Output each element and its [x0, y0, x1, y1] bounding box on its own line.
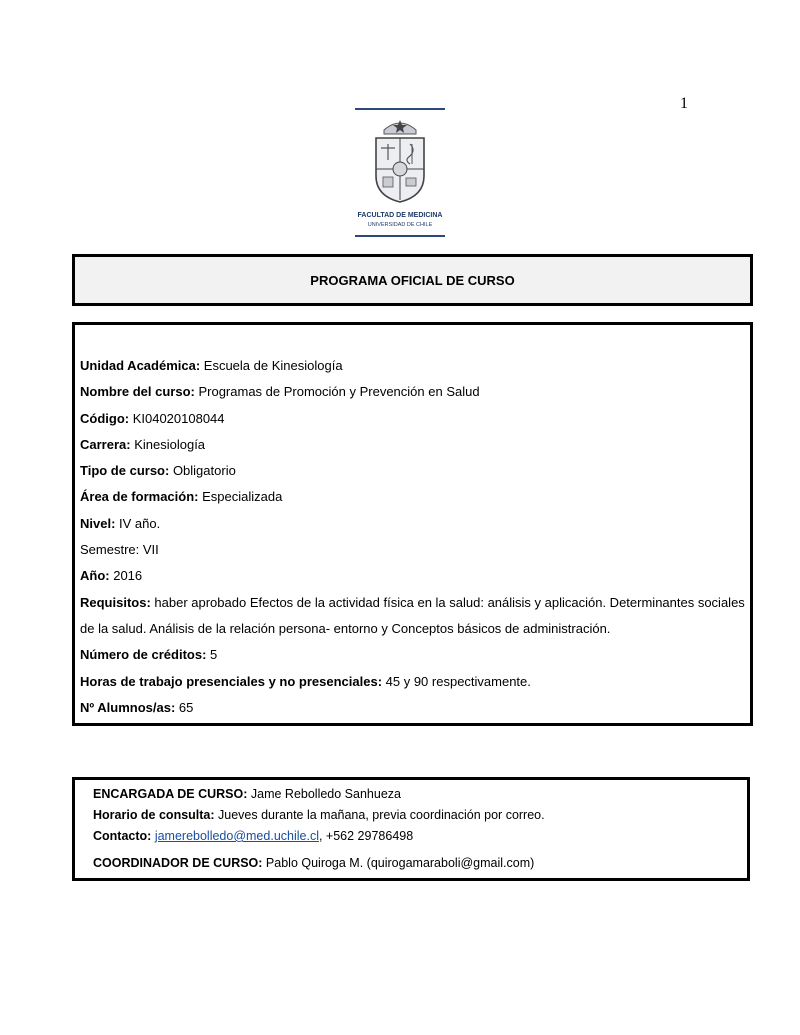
- info-row: [80, 379, 745, 405]
- logo-top-rule: [355, 108, 445, 110]
- horario-value: Jueves durante la mañana, previa coordinación por correo.: [214, 808, 545, 822]
- info-value: 45 y 90 respectivamente.: [382, 673, 531, 689]
- info-row: [80, 563, 745, 589]
- encargada-label: ENCARGADA DE CURSO:: [93, 787, 248, 801]
- info-label: Unidad Académica:: [80, 358, 201, 373]
- info-value: 2016: [109, 568, 143, 584]
- info-row: [80, 537, 745, 563]
- info-label: Nº Alumnos/as:: [80, 699, 176, 715]
- horario-row: [93, 805, 545, 826]
- info-value: Obligatorio: [169, 463, 236, 479]
- contact-phone: , +562 29786498: [318, 829, 414, 843]
- info-row: [80, 458, 745, 484]
- contacto-label: Contacto:: [93, 829, 152, 843]
- faculty-logo: [355, 108, 445, 238]
- contact-email-link[interactable]: jamerebolledo@med.uchile.cl: [154, 829, 319, 843]
- coordinador-value: Pablo Quiroga M. (quirogamaraboli@gmail.com): [262, 856, 535, 870]
- info-value: 5: [206, 647, 218, 663]
- course-info-list: [80, 353, 745, 721]
- course-info-box: [72, 322, 753, 726]
- info-row: [80, 484, 745, 510]
- info-label: Código:: [80, 410, 130, 426]
- info-value: 65: [175, 699, 194, 715]
- encargada-row: [93, 784, 545, 805]
- contacto-row: [93, 826, 545, 847]
- info-label: Año:: [80, 568, 110, 584]
- university-crest-icon: [370, 114, 430, 206]
- info-label: Nombre del curso:: [80, 384, 195, 400]
- info-row: [80, 432, 745, 458]
- info-row: [80, 669, 745, 695]
- info-value: Especializada: [198, 489, 283, 505]
- program-title: PROGRAMA OFICIAL DE CURSO: [310, 272, 515, 288]
- program-title-box: [72, 254, 753, 306]
- horario-label: Horario de consulta:: [93, 808, 215, 822]
- info-row: [80, 353, 745, 379]
- logo-university-name: UNIVERSIDAD DE CHILE: [367, 222, 433, 228]
- info-row: [80, 616, 745, 642]
- encargada-value: Jame Rebolledo Sanhueza: [247, 787, 401, 801]
- course-staff-list: [93, 784, 545, 874]
- info-label: Número de créditos:: [80, 647, 207, 663]
- course-staff-box: [72, 777, 750, 881]
- info-label: Horas de trabajo presenciales y no presenciales:: [80, 673, 383, 689]
- info-row: [80, 642, 745, 668]
- info-row: [80, 406, 745, 432]
- info-value: IV año.: [115, 515, 161, 531]
- info-label: Requisitos:: [80, 594, 151, 610]
- coordinador-label: COORDINADOR DE CURSO:: [93, 856, 263, 870]
- logo-faculty-name: FACULTAD DE MEDICINA: [357, 212, 443, 219]
- info-label: Carrera:: [80, 436, 131, 452]
- info-value: Kinesiología: [130, 436, 206, 452]
- info-label: Área de formación:: [80, 489, 199, 505]
- info-label: Tipo de curso:: [80, 463, 170, 479]
- info-row: [80, 695, 745, 721]
- info-value: Escuela de Kinesiología: [200, 358, 343, 373]
- info-value: de la salud. Análisis de la relación persona- entorno y Conceptos básicos de administración.: [80, 620, 611, 636]
- info-value: Programas de Promoción y Prevención en Salud: [194, 384, 480, 400]
- info-value: haber aprobado Efectos de la actividad física en la salud: análisis y aplicación. Determinantes sociales: [150, 594, 745, 610]
- page-number: 1: [680, 95, 688, 112]
- info-value: Semestre: VII: [80, 542, 159, 558]
- info-label: Nivel:: [80, 515, 116, 531]
- logo-bottom-rule: [355, 235, 445, 237]
- info-row: [80, 511, 745, 537]
- info-row: [80, 590, 745, 616]
- info-value: KI04020108044: [129, 410, 225, 426]
- coordinador-row: [93, 853, 545, 874]
